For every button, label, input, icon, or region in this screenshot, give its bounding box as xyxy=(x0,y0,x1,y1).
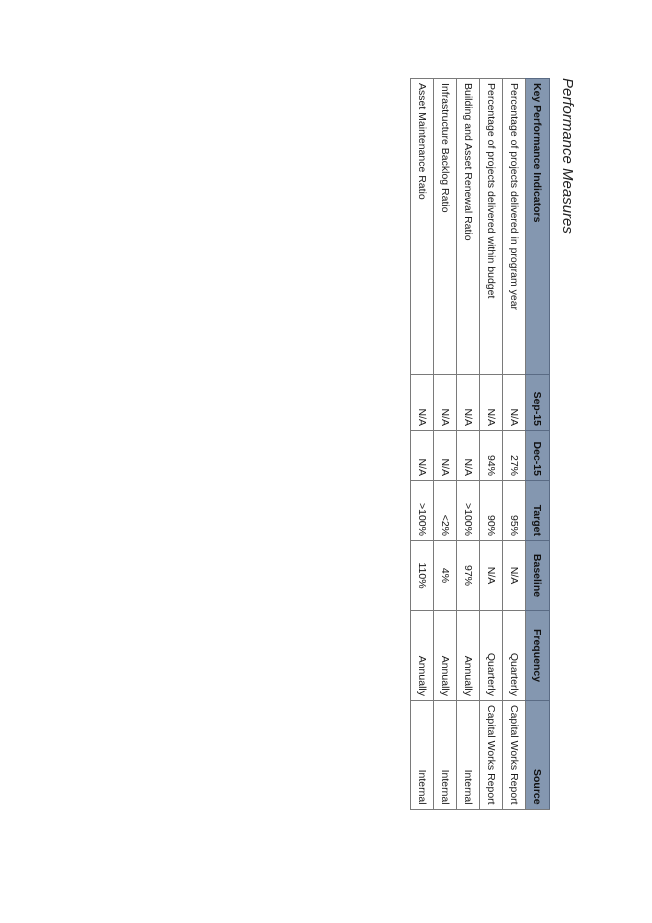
cell-indicator: Infrastructure Backlog Ratio xyxy=(434,79,457,375)
table-row xyxy=(457,79,480,810)
cell-dec-15: N/A xyxy=(411,431,434,481)
cell-indicator: Percentage of projects delivered within budget xyxy=(480,79,503,375)
cell-baseline: 97% xyxy=(457,541,480,611)
cell-target: >100% xyxy=(457,481,480,541)
cell-source: Internal xyxy=(457,701,480,810)
cell-sep-15: N/A xyxy=(457,375,480,431)
cell-frequency: Annually xyxy=(457,611,480,701)
cell-frequency: Annually xyxy=(411,611,434,701)
cell-dec-15: N/A xyxy=(457,431,480,481)
header-target: Target xyxy=(526,481,550,541)
cell-frequency: Annually xyxy=(434,611,457,701)
cell-frequency: Quarterly xyxy=(480,611,503,701)
table-row xyxy=(503,79,526,810)
cell-source: Internal xyxy=(434,701,457,810)
cell-baseline: 4% xyxy=(434,541,457,611)
cell-baseline: N/A xyxy=(503,541,526,611)
cell-sep-15: N/A xyxy=(411,375,434,431)
kpi-table xyxy=(410,78,550,810)
cell-dec-15: 27% xyxy=(503,431,526,481)
cell-target: >100% xyxy=(411,481,434,541)
header-baseline: Baseline xyxy=(526,541,550,611)
header-indicator: Key Performance Indicators xyxy=(526,79,550,375)
header-sep-15: Sep-15 xyxy=(526,375,550,431)
cell-indicator: Percentage of projects delivered in program year xyxy=(503,79,526,375)
cell-indicator: Asset Maintenance Ratio xyxy=(411,79,434,375)
cell-dec-15: N/A xyxy=(434,431,457,481)
cell-sep-15: N/A xyxy=(503,375,526,431)
cell-source: Capital Works Report xyxy=(480,701,503,810)
table-header-row xyxy=(526,79,550,810)
header-source: Source xyxy=(526,701,550,810)
cell-target: <2% xyxy=(434,481,457,541)
section-heading: Performance Measures xyxy=(559,78,576,234)
table-row xyxy=(480,79,503,810)
cell-target: 90% xyxy=(480,481,503,541)
cell-source: Internal xyxy=(411,701,434,810)
cell-target: 95% xyxy=(503,481,526,541)
cell-baseline: N/A xyxy=(480,541,503,611)
cell-sep-15: N/A xyxy=(434,375,457,431)
header-dec-15: Dec-15 xyxy=(526,431,550,481)
table-row xyxy=(434,79,457,810)
cell-dec-15: 94% xyxy=(480,431,503,481)
header-frequency: Frequency xyxy=(526,611,550,701)
cell-sep-15: N/A xyxy=(480,375,503,431)
cell-source: Capital Works Report xyxy=(503,701,526,810)
table-row xyxy=(411,79,434,810)
cell-frequency: Quarterly xyxy=(503,611,526,701)
cell-baseline: 110% xyxy=(411,541,434,611)
cell-indicator: Building and Asset Renewal Ratio xyxy=(457,79,480,375)
